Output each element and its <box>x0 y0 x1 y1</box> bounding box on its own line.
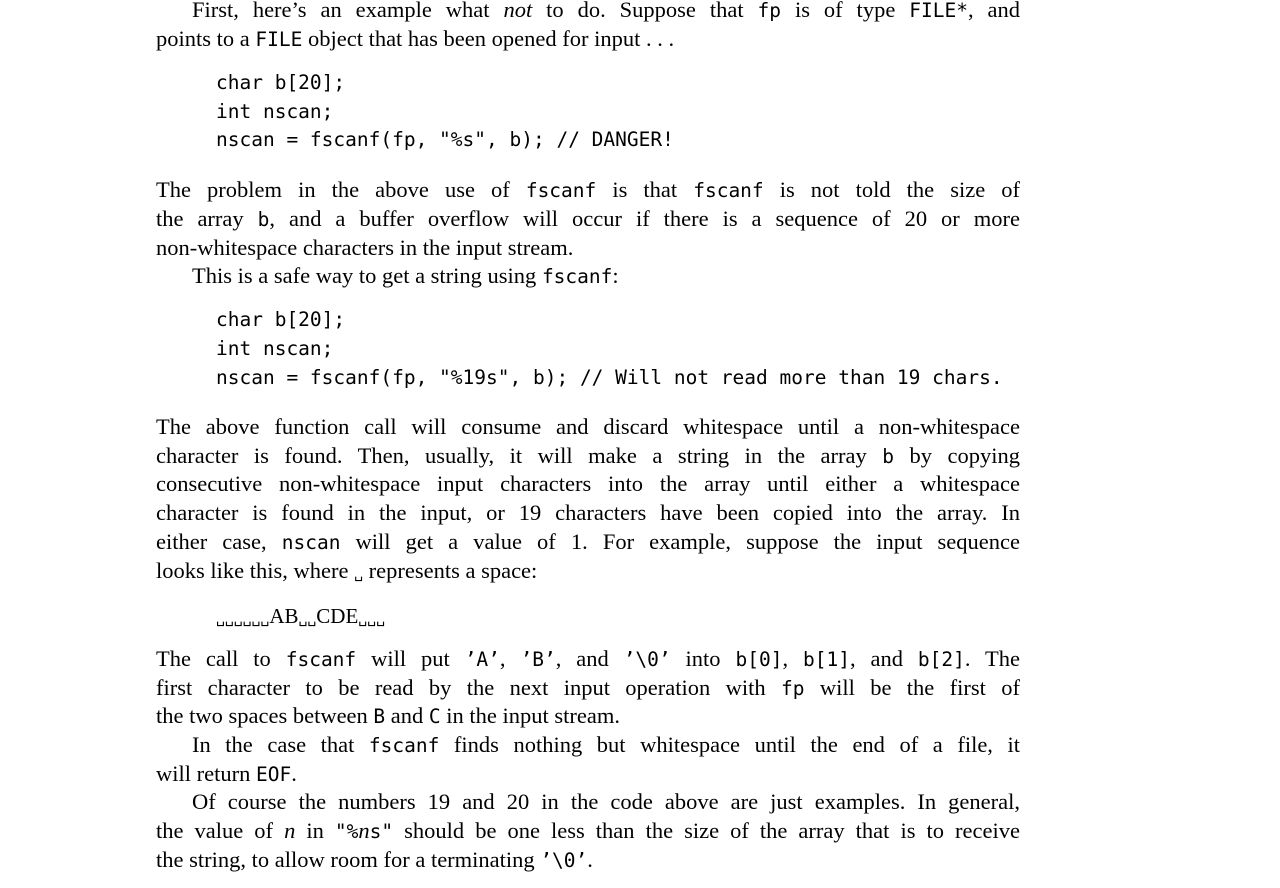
text: looks like this, where <box>156 558 355 583</box>
paragraph-5-line-1 <box>156 645 1020 673</box>
paragraph-5-line-3 <box>156 702 1020 730</box>
space-symbols: ␣␣␣␣␣␣ <box>216 611 270 627</box>
code-inline: ’A’ <box>464 648 500 671</box>
input-sequence-example <box>216 602 385 630</box>
text: will get a value of 1. For example, suppose the input sequence <box>340 529 1021 554</box>
text: will be the first of <box>804 675 1020 700</box>
code-inline: EOF <box>255 763 292 786</box>
code-line: int nscan; <box>216 100 334 123</box>
input-chars: CDE <box>316 604 359 628</box>
code-line: char b[20]; <box>216 71 346 94</box>
text: The call to <box>156 646 286 671</box>
paragraph-1-line-2 <box>156 25 1020 53</box>
text: in the input stream. <box>440 703 621 728</box>
paragraph-4-line-3: consecutive non-whitespace input characters into the array until either a whitespace <box>156 471 1020 496</box>
code-inline: ’B’ <box>520 648 556 671</box>
space-symbols: ␣␣ <box>298 611 317 627</box>
text: , <box>782 646 803 671</box>
emphasis-text: n <box>358 818 370 843</box>
text: , and <box>555 646 624 671</box>
paragraph-7-line-1: Of course the numbers 19 and 20 in the code above are just examples. In general, <box>192 789 1020 814</box>
paragraph-2-line-2 <box>156 205 1020 233</box>
paragraph-4-line-2 <box>156 442 1020 470</box>
code-inline: b[1] <box>802 648 850 671</box>
text: object that has been opened for input . . . <box>302 26 675 51</box>
paragraph-2-line-1 <box>156 176 1020 204</box>
code-inline: ’\0’ <box>540 849 588 872</box>
code-inline: b[0] <box>735 648 783 671</box>
code-inline: fscanf <box>285 648 357 671</box>
code-inline: nscan <box>281 531 341 554</box>
input-chars: AB <box>269 604 299 628</box>
text: into <box>670 646 736 671</box>
paragraph-1-line-1 <box>156 0 1020 24</box>
space-symbols: ␣␣␣ <box>358 611 385 627</box>
code-inline: b <box>257 208 270 231</box>
code-inline: fscanf <box>525 179 597 202</box>
text: In the case that <box>192 732 369 757</box>
text: : <box>612 263 619 288</box>
text: should be one less than the size of the array that is to receive <box>393 818 1020 843</box>
paragraph-4-line-6 <box>156 557 1020 585</box>
code-inline: s" <box>369 820 394 843</box>
code-inline: fp <box>757 0 782 22</box>
paragraph-6-line-1 <box>156 731 1020 759</box>
text: by copying <box>894 443 1020 468</box>
code-inline: b <box>882 445 894 468</box>
text: either case, <box>156 529 282 554</box>
text: points to a <box>156 26 256 51</box>
code-inline: fscanf <box>368 734 440 757</box>
text: is not told the size of <box>763 177 1020 202</box>
code-inline: b[2] <box>917 648 965 671</box>
text: , and <box>849 646 918 671</box>
text: finds nothing but whitespace until the end of a file, it <box>439 732 1020 757</box>
code-inline: ’\0’ <box>623 648 671 671</box>
text: and <box>385 703 429 728</box>
paragraph-7-line-3 <box>156 846 1020 874</box>
paragraph-2-line-3: non-whitespace characters in the input stream. <box>156 235 574 260</box>
text: This is a safe way to get a string using <box>192 263 542 288</box>
text: , and <box>967 0 1020 22</box>
text: the value of <box>156 818 285 843</box>
text: is that <box>596 177 694 202</box>
emphasis-text: n <box>284 818 296 843</box>
text: , <box>499 646 521 671</box>
paragraph-4-line-5 <box>156 528 1020 556</box>
text: The problem in the above use of <box>156 177 526 202</box>
text: in <box>295 818 335 843</box>
code-inline: FILE* <box>909 0 968 22</box>
code-line: nscan = fscanf(fp, "%s", b); // DANGER! <box>216 128 674 151</box>
space-symbol: ␣ <box>354 566 363 582</box>
text: to do. Suppose that <box>532 0 758 22</box>
paragraph-4-line-4: character is found in the input, or 19 characters have been copied into the array. In <box>156 500 1020 525</box>
text: represents a space: <box>363 558 538 583</box>
text: , and a buffer overflow will occur if there is a sequence of 20 or more <box>269 206 1020 231</box>
code-line: char b[20]; <box>216 308 346 331</box>
text: character is found. Then, usually, it will make a string in the array <box>156 443 883 468</box>
text: . <box>587 847 593 872</box>
code-inline: FILE <box>255 28 303 51</box>
text: will return <box>156 761 256 786</box>
paragraph-4-line-1: The above function call will consume and discard whitespace until a non-whitespace <box>156 414 1020 439</box>
paragraph-5-line-2 <box>156 674 1020 702</box>
paragraph-3-line-1 <box>156 262 1020 290</box>
code-inline: "% <box>334 820 359 843</box>
text: will put <box>356 646 465 671</box>
text: First, here’s an example what <box>192 0 504 22</box>
text: the string, to allow room for a terminating <box>156 847 541 872</box>
code-line: nscan = fscanf(fp, "%19s", b); // Will not read more than 19 chars. <box>216 366 1003 389</box>
code-inline: fp <box>781 677 805 700</box>
code-inline: fscanf <box>541 265 613 288</box>
text: the array <box>156 206 258 231</box>
emphasis-text: not <box>503 0 533 22</box>
text: . The <box>964 646 1020 671</box>
text: is of type <box>781 0 910 22</box>
paragraph-6-line-2 <box>156 760 1020 788</box>
text: the two spaces between <box>156 703 374 728</box>
text: . <box>291 761 297 786</box>
text: first character to be read by the next input operation with <box>156 675 781 700</box>
code-line: int nscan; <box>216 337 334 360</box>
paragraph-7-line-2 <box>156 817 1020 845</box>
code-inline: B <box>373 705 386 728</box>
code-inline: fscanf <box>693 179 764 202</box>
code-inline: C <box>428 705 441 728</box>
